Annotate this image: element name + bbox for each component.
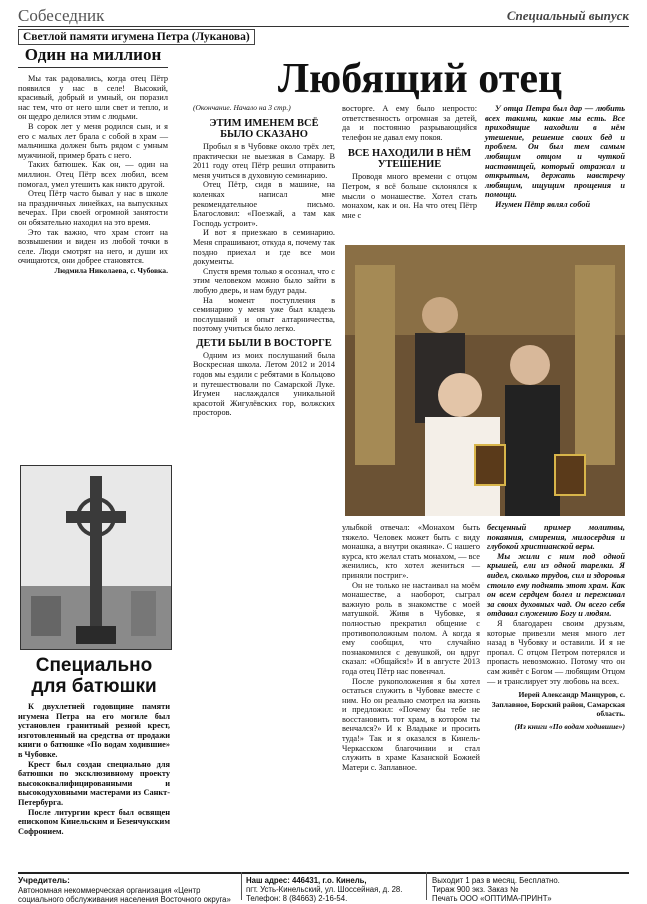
founder-text: Автономная некоммерческая организация «Центр социального обслуживания населения Восточного округа» <box>18 885 231 904</box>
phone-line: Телефон: 8 (84663) 2-16-54. <box>246 894 348 903</box>
paragraph: улыбкой отвечал: «Монахом быть тяжело. Человек может быть с виду монашка, а внутри окаянка». С нашего курса, кто желал стать монахом, — все женились, кто хотел жениться — приняли постриг». <box>342 523 480 580</box>
article-body <box>18 702 170 836</box>
footer-print-info <box>432 876 632 903</box>
article-one-in-million <box>18 45 168 445</box>
subheading: ВСЕ НАХОДИЛИ В НЁМ УТЕШЕНИЕ <box>347 148 472 171</box>
paragraph: К двухлетней годовщине памяти игумена Петра на его могиле был установлен гранитный резной крест, изготовленный на средства от продажи книги о батюшке «По водам ходившие» в Чубовке. <box>18 702 170 759</box>
main-column-3-top <box>342 104 477 220</box>
article-title: Один на миллион <box>18 45 168 68</box>
quote-text: У отца Петра был дар — любить всех такими, какие мы есть. Все приходящие находили в нём утешение, решение своих бед и проблем. Он был тем самым любящим отцом и чуткой наставницей, который отражал и открытым, держать навстречу любящим, ищущим прощения и помощи. <box>485 104 625 200</box>
paragraph: Я благодарен своим друзьям, которые привезли меня много лет назад в Чубовку и оставили. И я не пропал. С отцом Петром потерялся и пропасть невозможно. Потому что он сам живёт с Богом — любящим Отцом — и транслирует эту любовь на всех. <box>487 618 625 686</box>
grave-cross-image <box>21 466 171 649</box>
footer-separator <box>426 872 427 900</box>
signature: Людмила Николаева, с. Чубовка. <box>54 265 168 275</box>
paragraph: Таких батюшек. Как он, — один на миллион. Отец Пётр всех любил, всем помогал, умел утешить как никто другой. <box>18 160 168 189</box>
paragraph: Отец Пётр, сидя в машине, на коленках написал мне рекомендательное письмо. Благословил: «Поезжай, а там как Господь устроит». <box>193 180 335 228</box>
main-column-3-bottom <box>342 523 480 772</box>
title-line: Специально <box>35 655 153 676</box>
article-title <box>18 655 170 697</box>
signature: Иерей Александр Манцуров, с. Заплавное, Борский район, Самарская область. <box>491 690 625 719</box>
paragraph: На момент поступления в семинарию у меня уже был кладезь послушаний и опыт алтарничества, поэтому учиться было легко. <box>193 295 335 334</box>
paragraph: Это так важно, что храм стоит на возвышении и виден из любой точки в селе. Люди смотрят на него, и души их очищаются, они добрее становятся. <box>18 227 168 266</box>
paragraph: Крест был создан специально для батюшки по эксклюзивному проекту высококвалифицированными и высокодуховными мастерами из Санкт-Петербурга. <box>18 759 170 807</box>
title-line: для батюшки <box>31 676 157 697</box>
paragraph: В сорок лет у меня родился сын, и я его с малых лет брала с собой в храм — мальчишка должен быть рядом с умным мужчиной, пример брать с него. <box>18 121 168 160</box>
wedding-photo <box>345 245 625 516</box>
paragraph: После рукоположения я бы хотел остаться служить в Чубовке вместе с ним. Но он реально смотрел на жизнь и предложил: «Почему бы тебе не восстановить тот храм, в котором ты венчался?» И к Владыке и просить туда!» Так и я оказался в Кинель-Черкасском благочинии и стал служить в храме Казанской Божией Матери с. Заплавное. <box>342 676 480 772</box>
memorial-banner: Светлой памяти игумена Петра (Луканова) <box>18 29 255 45</box>
paragraph: Одним из моих послушаний была Воскресная школа. Летом 2012 и 2014 годов мы ездили с ребятами в Кольцово и путешествовали по Самарской Луке. Игумен наслаждался уникальной красотой Жигулёвских гор, волжских просторов. <box>193 350 335 418</box>
paragraph: Спустя время только я осознал, что с этим человеком можно было зайти в любую дверь, и нам будут рады. <box>193 266 335 295</box>
newspaper-name: Собеседник <box>18 6 105 25</box>
print-line: Выходит 1 раз в месяц. Бесплатно. <box>432 876 560 885</box>
paragraph: Проводя много времени с отцом Петром, я всё больше склонялся к мысли о монашестве. Хотел стать монахом, как и он. На что отец Пётр мне с <box>342 172 477 220</box>
print-line: Печать ООО «ОПТИМА-ПРИНТ» <box>432 894 552 903</box>
paragraph: Отец Пётр часто бывал у нас в школе на праздничных линейках, на выпускных вечерах. При своей огромной занятости он обязательно находил на это время. <box>18 189 168 227</box>
wedding-image <box>345 245 625 516</box>
main-column-4-bottom <box>487 523 625 731</box>
footer-rule <box>18 872 629 874</box>
paragraph: Пробыл я в Чубовке около трёх лет, практически не выезжая в Самару. В 2011 году отец Пётр решил отправить меня учиться в духовную семинарию. <box>193 142 335 180</box>
address-line: Наш адрес: 446431, г.о. Кинель, <box>246 876 367 885</box>
paragraph: Он не только не настаивал на моём монашестве, а наоборот, сыграл важную роль в знакомстве с моей матушкой. Живя в Чубовке, я полностью прекратил общение с противоположным полом. А когда я ему сообщил, что случайно познакомился с девушкой, он вдруг сказал: «Общайся!» И в августе 2013 года отец Пётр нас повенчал. <box>342 580 480 676</box>
header-rule <box>18 26 629 27</box>
footer-address <box>246 876 421 903</box>
main-title: Любящий отец <box>277 56 563 102</box>
subheading: ДЕТИ БЫЛИ В ВОСТОРГЕ <box>196 337 332 349</box>
paragraph: бесценный пример молитвы, покаяния, смирения, милосердия и глубокой христианской веры. <box>487 523 625 552</box>
grave-cross-photo <box>20 465 172 650</box>
subheading: ЭТИМ ИМЕНЕМ ВСЁ БЫЛО СКАЗАНО <box>209 118 319 140</box>
founder-label: Учредитель: <box>18 875 70 885</box>
paragraph: Мы так радовались, когда отец Пётр появился у нас в селе! Высокий, красивый, добрый и умный, он поразил нас тем, что от него шли свет и тепло, и он щедро делился этим с людьми. <box>18 74 168 122</box>
paragraph: И вот я приезжаю в семинарию. Меня спрашивают, откуда я, почему так поздно приехал и где все мои документы. <box>193 228 335 267</box>
issue-label: Специальный выпуск <box>506 8 629 23</box>
source-note: (Из книги «По водам ходившие») <box>514 721 625 731</box>
address-line: пгт. Усть-Кинельский, ул. Шоссейная, д. 28. <box>246 885 403 894</box>
quote-text: Игумен Пётр являл собой <box>495 199 591 209</box>
article-body <box>18 74 168 275</box>
main-column-2 <box>193 118 335 868</box>
print-line: Тираж 900 экз. Заказ № <box>432 885 519 894</box>
paragraph: восторге. А ему было непросто: ответственность огромная за детей, да и постоянно разрывающийся телефон не давал ему покоя. <box>342 104 477 142</box>
quote-block <box>485 104 625 210</box>
continuation-note: (Окончание. Начало на 3 стр.) <box>193 103 291 112</box>
paragraph: Мы жили с ним под одной крышей, ели из одной тарелки. Я видел, сколько трудов, сил и здоровья стоило ему поднять этот храм. Как он всем сердцем болел и переживал за своих духовных чад. Он всего себя отдавал служению Богу и людям. <box>487 551 625 619</box>
paragraph: После литургии крест был освящен епископом Кинельским и Безенчукским Софронием. <box>18 807 170 836</box>
article-for-father <box>18 655 170 836</box>
footer-separator <box>241 872 242 900</box>
